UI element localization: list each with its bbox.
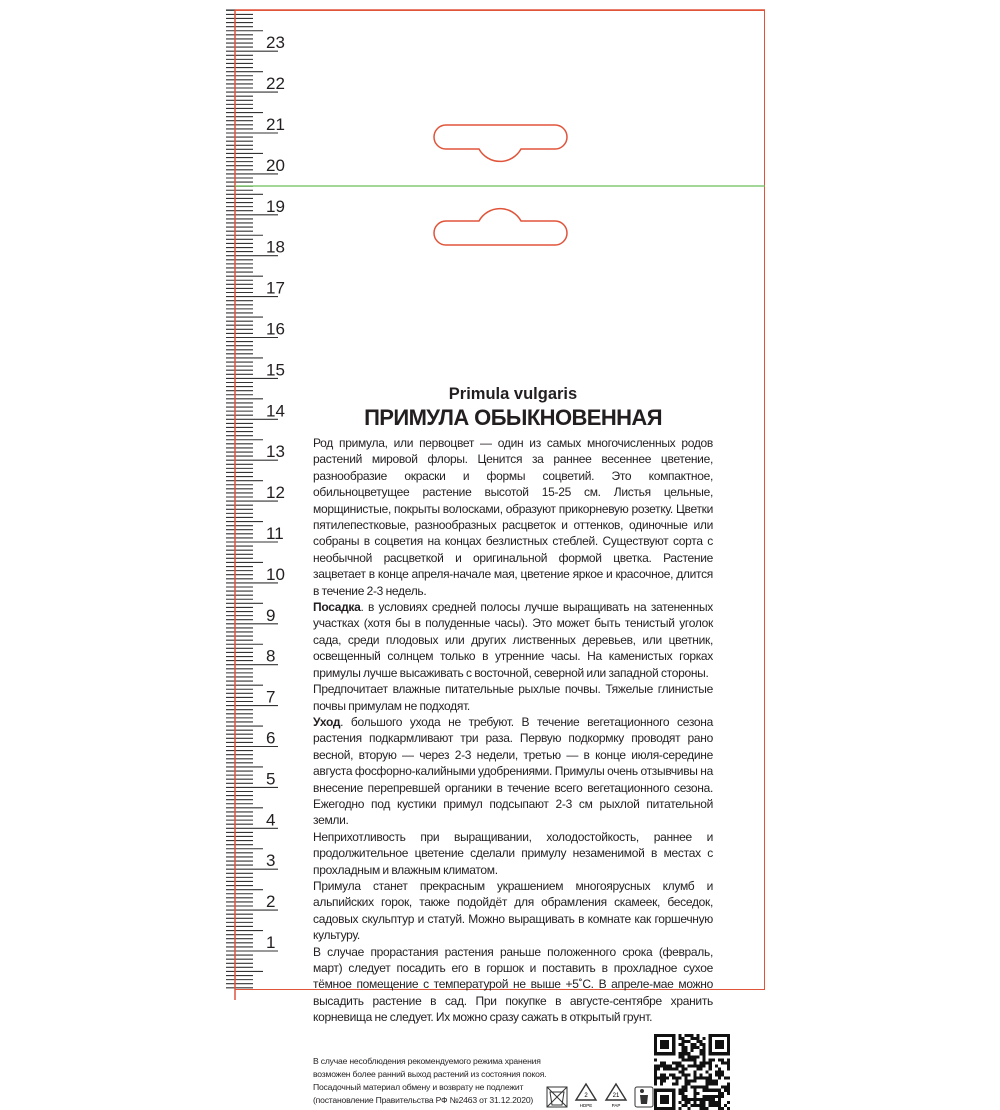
paragraph-planting: [313, 599, 713, 681]
ruler-label: 1: [266, 933, 276, 952]
paragraph-storage: [313, 944, 713, 1026]
paragraph-text: Предпочитает влажные питательные рыхлые почвы. Тяжелые глинистые почвы примулам не подходят.: [313, 682, 713, 713]
notice-line: Посадочный материал обмену и возврату не подлежит: [313, 1082, 524, 1093]
ruler-label: 7: [266, 687, 276, 707]
ruler-label: 16: [266, 319, 285, 339]
recycling-icons: [546, 1082, 654, 1108]
ruler-label: 8: [266, 646, 276, 666]
paragraph-text: . в условиях средней полосы лучше выращивать на затененных участках (хотя бы в полуденные часы). Это может быть тенистый уголок сада, среди плодовых или других лиственных деревьев, или цветник, освещенный солнцем только в утренние часы. На каменистых горках примулы лучше высаживать с восточной, северной или западной стороны.: [313, 600, 713, 680]
ruler-label: 3: [266, 851, 276, 871]
ruler-label: 11: [266, 524, 284, 543]
ruler-label: 4: [266, 810, 276, 830]
ruler-label: 6: [266, 728, 276, 748]
ruler-label: 2: [266, 892, 276, 912]
no-wet-bin-icon: [546, 1086, 568, 1108]
ruler-label: 21: [266, 115, 285, 134]
notice-line: возможен более ранний выход растений из состояния покоя.: [313, 1069, 547, 1080]
paragraph-text: Род примула, или первоцвет — один из самых многочисленных родов растений мировой флоры. Ценится за раннее весеннее цветение, разнообразие окраски и формы соцветий. Это компактное, обильноцветущее растение высотой 15-25 см. Листья цельные, морщинистые, покрыты волосками, образуют прикорневую розетку. Цветки пятилепестковые, разнообразных расцветок и оттенков, одиночные или собраны в соцветия на концах безлистных стеблей. Существуют сорта с необычной расцветкой и оригинальной формой цветка. Растение зацветает в конце апреля-начале мая, цветение яркое и красочное, длится в течение 2-3 недель.: [313, 436, 713, 598]
paragraph-lead: Уход: [313, 714, 341, 729]
notice-line: (постановление Правительства РФ №2463 от 31.12.2020): [313, 1095, 534, 1106]
ruler-label: 20: [266, 155, 285, 175]
paragraph-text: В случае прорастания растения раньше положенного срока (февраль, март) следует посадить его в горшок и поставить в прохладное сухое тёмное помещение с температурой не выше +5˚С. В апреле-мае можно высадить растение в сад. При покупке в августе-сентябре хранить корневища не следует. Их можно сразу сажать в открытый грунт.: [313, 944, 713, 1025]
ruler-label: 19: [266, 196, 285, 216]
ruler-label: 22: [266, 74, 285, 94]
hdpe-recycle-icon: [574, 1082, 598, 1108]
paper-recycle-icon: [604, 1082, 628, 1108]
paragraph-text: Неприхотливость при выращивании, холодостойкость, раннее и продолжительное цветение сделали примулу незаменимой в местах с прохладным и влажным климатом.: [313, 829, 713, 877]
ruler-label: 12: [266, 483, 285, 503]
paragraph-text: Примула станет прекрасным украшением многоярусных клумб и альпийских горок, также подойдёт для обрамления скамеек, беседок, садовых скульптур и статуй. Можно выращивать в комнате как горшечную культуру.: [313, 878, 713, 943]
ruler-label: 5: [266, 769, 276, 789]
paragraph-soil: [313, 681, 713, 714]
hang-holes: [235, 120, 765, 250]
ruler-label: 9: [266, 605, 276, 625]
latin-name: Primula vulgaris: [448, 385, 578, 403]
label-content: [313, 384, 713, 1110]
description: [313, 435, 713, 1026]
paragraph-intro: [313, 435, 713, 599]
paragraph-care: [313, 714, 713, 829]
paragraph-lead: Посадка: [313, 600, 361, 615]
ruler-label: 15: [266, 360, 285, 380]
hdpe-code: 2: [584, 1092, 589, 1099]
paragraph-hardiness: [313, 829, 713, 878]
footer: [313, 1034, 713, 1110]
ruler-label: 17: [266, 278, 285, 298]
paper-code: 21: [613, 1092, 620, 1099]
paragraph-usage: [313, 878, 713, 944]
notice-line: В случае несоблюдения рекомендуемого режима хранения: [313, 1055, 541, 1066]
paper-label: PAP: [612, 1102, 621, 1108]
qr-code: [654, 1034, 730, 1110]
hang-slot-bottom: [434, 209, 567, 245]
tidyman-bin-icon: [634, 1086, 654, 1108]
ruler-label: 23: [266, 33, 285, 53]
ruler-label: 13: [266, 442, 285, 462]
hdpe-label: HDPE: [580, 1102, 593, 1108]
ruler-label: 18: [266, 237, 285, 257]
product-title: ПРИМУЛА ОБЫКНОВЕННАЯ: [364, 405, 662, 430]
hang-slot-top: [434, 125, 567, 161]
paragraph-text: . большого ухода не требуют. В течение вегетационного сезона растения подкармливают три раза. Первую подкормку проводят рано весной, вторую — через 2-3 недели, третью — в конце июля-середине августа фосфорно-калийными удобрениями. Примулы очень отзывчивы на внесение перепревшей органики в течение всего вегетационного сезона. Ежегодно под кустики примул подсыпают 2-3 см рыхлой питательной земли.: [313, 714, 713, 828]
ruler-label: 14: [266, 401, 285, 421]
storage-notice: [313, 1055, 546, 1108]
ruler-label: 10: [266, 564, 285, 584]
